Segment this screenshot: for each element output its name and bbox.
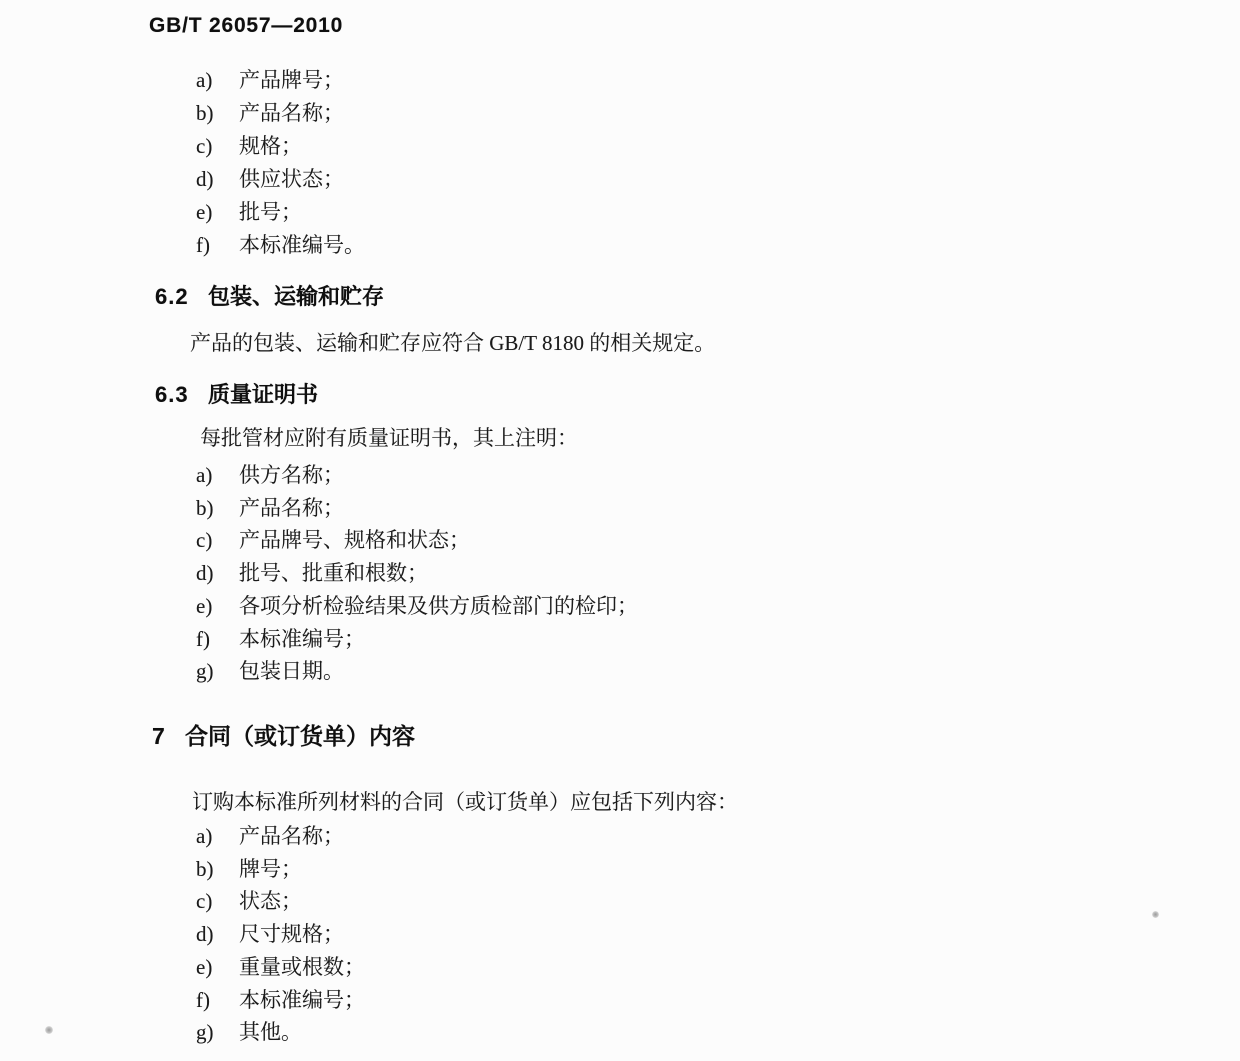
list-item-label: g): [196, 1020, 214, 1045]
list-item-label: d): [196, 167, 214, 191]
list-item-text: 规格；: [239, 134, 302, 158]
list-item-text: 本标准编号。: [239, 233, 365, 257]
list-item: [196, 820, 365, 853]
list-item: [196, 853, 365, 886]
list-item-text: 供方名称；: [239, 463, 344, 487]
list-item-text: 产品名称；: [239, 824, 344, 848]
list-item-text: 状态；: [239, 889, 302, 914]
list-item-text: 包装日期。: [239, 659, 344, 684]
list-item: [196, 885, 365, 918]
list-item-label: f): [196, 233, 210, 257]
list-item: [196, 229, 365, 262]
list-item: [196, 623, 638, 656]
list-item-label: a): [196, 68, 213, 92]
list-item-label: g): [196, 659, 214, 684]
list-item-label: a): [196, 824, 213, 848]
list-item: [196, 1016, 365, 1049]
list-item-text: 批号；: [239, 200, 302, 224]
list-item-label: f): [196, 626, 210, 651]
list-item-label: e): [196, 200, 213, 224]
scan-speck: [45, 1026, 53, 1034]
list-item: [196, 951, 365, 984]
list-item-text: 产品名称；: [239, 495, 344, 520]
list-item-text: 重量或根数；: [239, 954, 365, 979]
list-item-label: c): [196, 134, 213, 158]
list-item: [196, 64, 365, 97]
section-6-2-heading: [155, 280, 384, 311]
section-title: 包装、运输和贮存: [208, 284, 385, 309]
list-item: [196, 524, 638, 557]
list-item: [196, 557, 638, 590]
section-title: 合同（或订货单）内容: [185, 723, 415, 749]
section-title: 质量证明书: [208, 382, 319, 407]
scan-speck: [1152, 911, 1159, 918]
clause-7-list: [196, 820, 365, 1049]
clause-6-3-list: [196, 459, 638, 688]
section-number: 7: [152, 723, 165, 749]
list-item-label: b): [196, 495, 214, 520]
list-item: [196, 655, 638, 688]
section-6-3-paragraph: 每批管材应附有质量证明书，其上注明：: [200, 426, 578, 450]
list-item-text: 牌号；: [239, 856, 302, 881]
list-item-label: e): [196, 593, 213, 618]
list-item-label: a): [196, 463, 213, 487]
list-item-label: d): [196, 922, 214, 947]
list-item: [196, 196, 365, 229]
list-item-text: 各项分析检验结果及供方质检部门的检印；: [239, 593, 638, 618]
list-item-text: 供应状态；: [239, 167, 344, 191]
list-item-text: 尺寸规格；: [239, 922, 344, 947]
list-item-text: 其他。: [239, 1020, 302, 1045]
clause-6-1-list: [196, 64, 365, 262]
list-item: [196, 163, 365, 196]
list-item-text: 批号、批重和根数；: [239, 561, 428, 586]
list-item-text: 产品名称；: [239, 101, 344, 125]
list-item-label: e): [196, 954, 213, 979]
section-7-heading: [152, 718, 415, 751]
section-6-2-paragraph: 产品的包装、运输和贮存应符合 GB/T 8180 的相关规定。: [190, 331, 716, 355]
list-item-text: 产品牌号、规格和状态；: [239, 528, 470, 553]
list-item-label: d): [196, 561, 214, 586]
list-item-label: b): [196, 856, 214, 881]
list-item-text: 产品牌号；: [239, 68, 344, 92]
section-7-paragraph: 订购本标准所列材料的合同（或订货单）应包括下列内容：: [192, 790, 738, 814]
list-item: [196, 590, 638, 623]
standard-number-header: GB/T 26057—2010: [149, 14, 344, 37]
list-item-label: b): [196, 101, 214, 125]
list-item-label: f): [196, 987, 210, 1012]
list-item-text: 本标准编号；: [239, 626, 365, 651]
list-item-label: c): [196, 528, 213, 553]
list-item-label: c): [196, 889, 213, 914]
section-6-3-heading: [155, 378, 318, 409]
section-number: 6.3: [155, 382, 189, 407]
list-item: [196, 984, 365, 1017]
list-item: [196, 459, 638, 492]
list-item: [196, 130, 365, 163]
list-item: [196, 918, 365, 951]
section-number: 6.2: [155, 284, 189, 309]
list-item: [196, 492, 638, 525]
list-item: [196, 97, 365, 130]
list-item-text: 本标准编号；: [239, 987, 365, 1012]
